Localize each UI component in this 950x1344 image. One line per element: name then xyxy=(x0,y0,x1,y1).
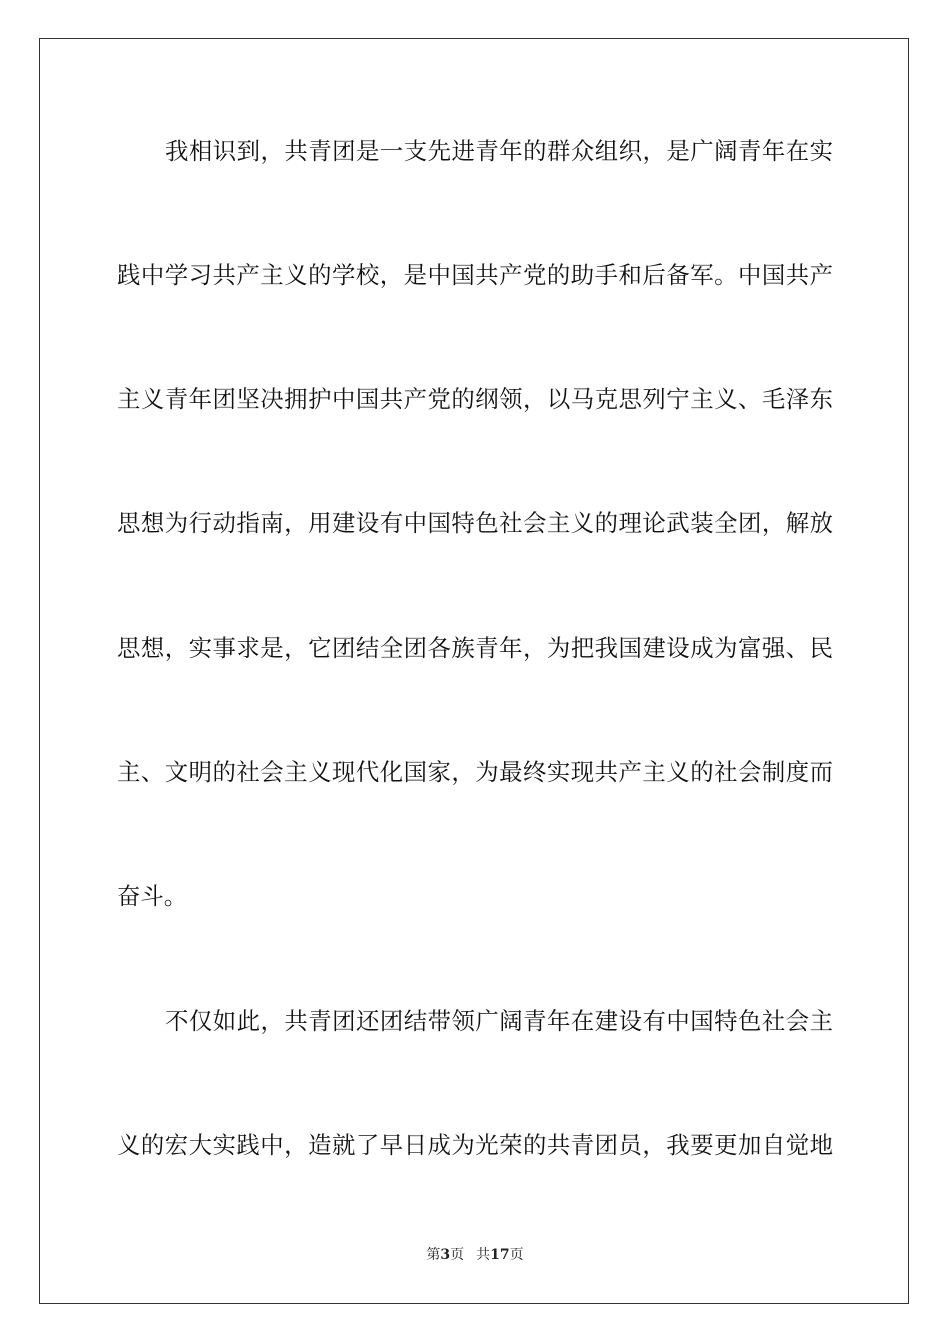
total-suffix: 页 xyxy=(509,1247,524,1263)
page-suffix: 页 xyxy=(450,1247,465,1263)
total-prefix: 共 xyxy=(476,1247,491,1263)
page-border xyxy=(39,38,909,1304)
page-prefix: 第 xyxy=(426,1247,441,1263)
page-footer xyxy=(0,1246,950,1264)
paragraph-1-line-5: 思想，实事求是，它团结全团各族青年，为把我国建设成为富强、民 xyxy=(117,634,833,662)
paragraph-1-line-6: 主、文明的社会主义现代化国家，为最终实现共产主义的社会制度而 xyxy=(117,758,833,786)
paragraph-1-line-1: 我相识到，共青团是一支先进青年的群众组织，是广阔青年在实 xyxy=(165,137,833,165)
paragraph-1-line-3: 主义青年团坚决拥护中国共产党的纲领，以马克思列宁主义、毛泽东 xyxy=(117,385,833,413)
current-page-number: 3 xyxy=(440,1247,451,1263)
paragraph-2-line-2: 义的宏大实践中，造就了早日成为光荣的共青团员，我要更加自觉地 xyxy=(117,1131,833,1159)
total-pages-number: 17 xyxy=(490,1247,510,1263)
paragraph-1-line-4: 思想为行动指南，用建设有中国特色社会主义的理论武装全团，解放 xyxy=(117,509,833,537)
paragraph-2-line-1: 不仅如此，共青团还团结带领广阔青年在建设有中国特色社会主 xyxy=(165,1007,833,1035)
paragraph-1-line-7: 奋斗。 xyxy=(117,882,188,910)
paragraph-1-line-2: 践中学习共产主义的学校，是中国共产党的助手和后备军。中国共产 xyxy=(117,261,833,289)
